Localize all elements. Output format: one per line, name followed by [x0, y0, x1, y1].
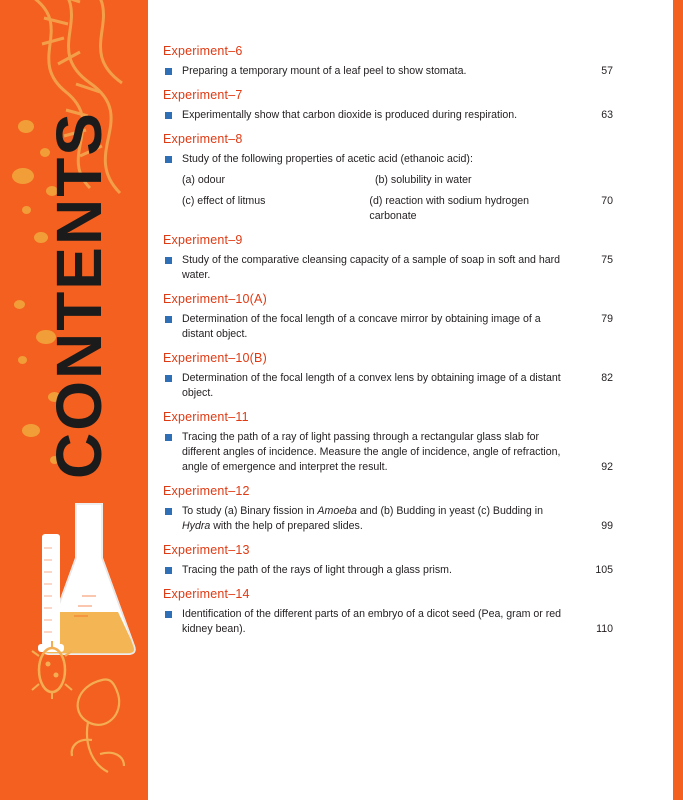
list-item-label: Preparing a temporary mount of a leaf peel to show stomata.	[182, 65, 467, 77]
experiment-entry	[163, 88, 613, 123]
list-item[interactable]	[163, 253, 613, 283]
list-item-label: Study of the following properties of acetic acid (ethanoic acid):	[182, 153, 473, 165]
list-item[interactable]	[163, 64, 613, 79]
sub-item-row	[163, 173, 613, 188]
experiment-heading: Experiment–8	[163, 132, 243, 146]
page-number: 82	[601, 372, 613, 384]
decorative-right-edge	[673, 0, 683, 800]
page-number: 105	[595, 564, 613, 576]
experiment-heading: Experiment–11	[163, 410, 249, 424]
sub-item-right: (d) reaction with sodium hydrogen carbonate	[369, 195, 529, 222]
list-item-label: To study (a) Binary fission in Amoeba and (b) Budding in yeast (c) Budding in Hydra with the help of prepared slides.	[182, 505, 543, 532]
sub-item-left: (c) effect of litmus	[182, 195, 266, 207]
page-number: 99	[601, 520, 613, 532]
list-item-label: Tracing the path of a ray of light passing through a rectangular glass slab for different angles of incidence. Measure the angle of incidence, angle of refraction, angle of emergence and interpret the result.	[182, 431, 561, 473]
decor-blob	[14, 300, 25, 309]
experiment-entry	[163, 233, 613, 283]
page-number: 110	[596, 623, 613, 635]
experiment-heading: Experiment–7	[163, 88, 243, 102]
list-item-label: Identification of the different parts of an embryo of a dicot seed (Pea, gram or red kidney bean).	[182, 608, 562, 635]
square-bullet-icon	[165, 567, 172, 574]
decor-blob	[12, 168, 34, 184]
list-item-label: Experimentally show that carbon dioxide is produced during respiration.	[182, 109, 518, 121]
experiment-heading: Experiment–10(A)	[163, 292, 267, 306]
square-bullet-icon	[165, 68, 172, 75]
list-item[interactable]	[163, 152, 613, 167]
list-item[interactable]	[163, 108, 613, 123]
sub-item-row	[163, 194, 613, 224]
sub-item-right: (b) solubility in water	[375, 174, 472, 186]
page-number: 79	[601, 313, 613, 325]
experiment-heading: Experiment–14	[163, 587, 250, 601]
decor-blob	[22, 206, 31, 214]
decor-blob	[18, 356, 27, 364]
sub-item-left: (a) odour	[182, 174, 225, 186]
list-item-label: Study of the comparative cleansing capacity of a sample of soap in soft and hard water.	[182, 254, 561, 281]
experiment-entry	[163, 292, 613, 342]
experiment-entry	[163, 132, 613, 224]
flower-icon	[62, 668, 148, 778]
square-bullet-icon	[165, 508, 172, 515]
list-item-label: Tracing the path of the rays of light through a glass prism.	[182, 564, 452, 576]
list-item-label: Determination of the focal length of a convex lens by obtaining image of a distant object.	[182, 372, 561, 399]
square-bullet-icon	[165, 257, 172, 264]
square-bullet-icon	[165, 316, 172, 323]
list-item[interactable]	[163, 312, 613, 342]
square-bullet-icon	[165, 611, 172, 618]
list-item-label: Determination of the focal length of a concave mirror by obtaining image of a distant object.	[182, 313, 541, 340]
experiment-heading: Experiment–12	[163, 484, 250, 498]
square-bullet-icon	[165, 156, 172, 163]
experiment-heading: Experiment–9	[163, 233, 243, 247]
decor-blob	[18, 120, 34, 133]
experiment-heading: Experiment–13	[163, 543, 250, 557]
experiment-heading: Experiment–6	[163, 44, 243, 58]
page-title: CONTENTS	[43, 111, 115, 479]
list-item[interactable]	[163, 504, 613, 534]
page-number: 92	[601, 461, 613, 473]
square-bullet-icon	[165, 375, 172, 382]
square-bullet-icon	[165, 112, 172, 119]
experiment-heading: Experiment–10(B)	[163, 351, 267, 365]
contents-list	[163, 44, 613, 646]
list-item[interactable]	[163, 371, 613, 401]
experiment-entry	[163, 44, 613, 79]
page-number: 70	[601, 195, 613, 207]
list-item[interactable]	[163, 607, 613, 637]
page-number: 75	[601, 254, 613, 266]
page-number	[573, 173, 613, 188]
page-number: 57	[601, 65, 613, 77]
decor-blob	[22, 424, 40, 437]
square-bullet-icon	[165, 434, 172, 441]
experiment-entry	[163, 351, 613, 401]
page-number: 63	[601, 109, 613, 121]
experiment-entry	[163, 484, 613, 534]
experiment-entry	[163, 543, 613, 578]
list-item[interactable]	[163, 563, 613, 578]
list-item[interactable]	[163, 430, 613, 475]
experiment-entry	[163, 410, 613, 475]
experiment-entry	[163, 587, 613, 637]
